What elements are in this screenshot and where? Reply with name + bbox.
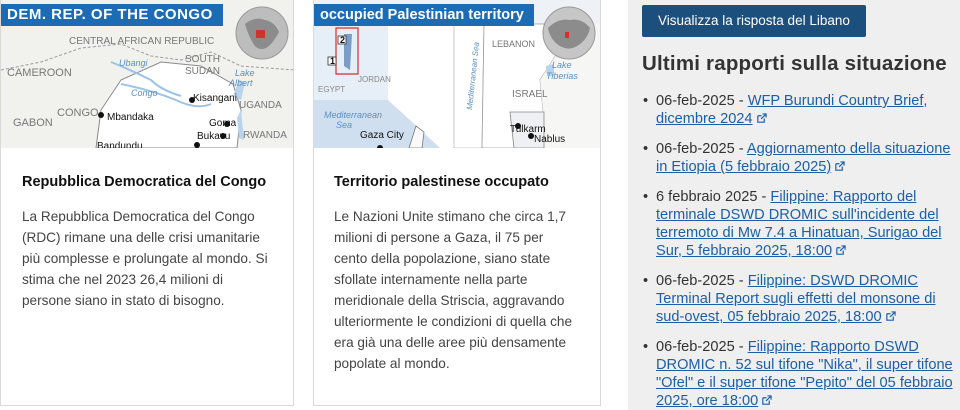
label-jordan: JORDAN: [358, 75, 391, 84]
label-cameroon: CAMEROON: [7, 67, 72, 79]
label-inset-1: 1: [330, 56, 336, 66]
reports-list: [642, 92, 960, 410]
report-date: 6 febbraio 2025 -: [656, 189, 771, 205]
list-item: [642, 92, 958, 128]
label-uganda: UGANDA: [239, 100, 282, 111]
label-south: SOUTH: [185, 54, 220, 65]
external-link-icon[interactable]: [761, 395, 772, 406]
label-albert: Albert: [229, 78, 253, 88]
card-title[interactable]: Repubblica Democratica del Congo: [22, 174, 267, 190]
sidebar: [628, 0, 960, 410]
label-gaza-city: Gaza City: [360, 130, 404, 141]
label-egypt: EGYPT: [318, 85, 346, 94]
report-link[interactable]: WFP Burundi Country Brief, dicembre 2024: [656, 93, 928, 127]
label-med-sea-vertical: Mediterranean Sea: [465, 41, 482, 111]
globe-icon: [542, 6, 596, 60]
map-opt: [314, 0, 600, 148]
card-description: La Repubblica Democratica del Congo (RDC) rimane una delle crisi umanitarie più complesse e prolungate al mondo. Si stima che nel 2023 26,4 milioni di persone siano in stato di bisogno.: [22, 209, 268, 308]
external-link-icon[interactable]: [835, 245, 846, 256]
map-banner: DEM. REP. OF THE CONGO: [1, 4, 223, 26]
globe-icon: [235, 6, 289, 60]
view-lebanon-response-button[interactable]: Visualizza la risposta del Libano: [642, 5, 866, 37]
label-israel: ISRAEL: [512, 89, 548, 100]
label-lake: Lake: [235, 68, 255, 78]
list-item: [642, 188, 958, 260]
label-congo: CONGO: [57, 107, 99, 119]
label-lebanon: LEBANON: [492, 39, 536, 49]
label-med-1: Mediterranean: [324, 110, 383, 120]
list-item: [642, 140, 958, 176]
label-bandundu: Bandundu: [97, 141, 143, 148]
label-mbandaka: Mbandaka: [107, 112, 154, 123]
report-date: 06-feb-2025 -: [656, 339, 748, 355]
card-description: Le Nazioni Unite stimano che circa 1,7 milioni di persone a Gaza, il 75 per cento della popolazione, siano state sfollate internamente nella parte meridionale della Striscia, aggravando ulteriormente le condizioni di quella che era già una delle aree più densamente popolate al mondo.: [334, 209, 573, 371]
report-date: 06-feb-2025 -: [656, 273, 748, 289]
external-link-icon[interactable]: [756, 113, 767, 124]
report-date: 06-feb-2025 -: [656, 93, 748, 109]
report-link[interactable]: Aggiornamento della situazione in Etiopia (5 febbraio 2025): [656, 141, 951, 175]
card-title[interactable]: Territorio palestinese occupato: [334, 174, 549, 190]
label-rwanda: RWANDA: [243, 130, 287, 141]
card-drc[interactable]: [0, 0, 294, 406]
label-inset-2: 2: [340, 35, 346, 45]
label-goma: Goma: [209, 118, 237, 129]
label-tulkarm: Tulkarm: [510, 124, 546, 135]
map-drc: [1, 0, 293, 148]
label-congo-river: Congo: [131, 88, 158, 98]
external-link-icon[interactable]: [834, 161, 845, 172]
external-link-icon[interactable]: [885, 311, 896, 322]
list-item: [642, 338, 958, 410]
label-sudan: SUDAN: [185, 66, 221, 77]
label-kisangani: Kisangani: [193, 93, 237, 104]
label-nablus: Nablus: [534, 134, 566, 145]
report-date: 06-feb-2025 -: [656, 141, 747, 157]
label-lake-opt: Lake: [552, 60, 572, 70]
label-bukavu: Bukavu: [197, 131, 231, 142]
label-tiberias: Tiberias: [546, 71, 578, 81]
report-link[interactable]: Filippine: DSWD DROMIC Terminal Report sugli effetti del monsone di sud-ovest, 05 febbraio 2025, 18:00: [656, 273, 936, 325]
label-gabon: GABON: [13, 117, 53, 129]
label-med-2: Sea: [336, 120, 353, 130]
card-opt[interactable]: [313, 0, 601, 406]
map-banner: occupied Palestinian territory: [314, 4, 534, 26]
label-ubangi: Ubangi: [119, 58, 148, 68]
label-car: CENTRAL AFRICAN REPUBLIC: [69, 36, 215, 47]
list-item: [642, 272, 958, 326]
report-link[interactable]: Filippine: Rapporto del terminale DSWD DROMIC sull'incidente del terremoto di Mw 7.4 a Hinatuan, Surigao del Sur, 5 febbraio 2025, 18:00: [656, 189, 942, 259]
report-link[interactable]: Filippine: Rapporto DSWD DROMIC n. 52 sul tifone "Nika", il super tifone "Ofel" e il super tifone "Pepito" del 05 febbraio 2025, ore 18:00: [656, 339, 953, 409]
reports-heading: Ultimi rapporti sulla situazione: [642, 52, 947, 75]
